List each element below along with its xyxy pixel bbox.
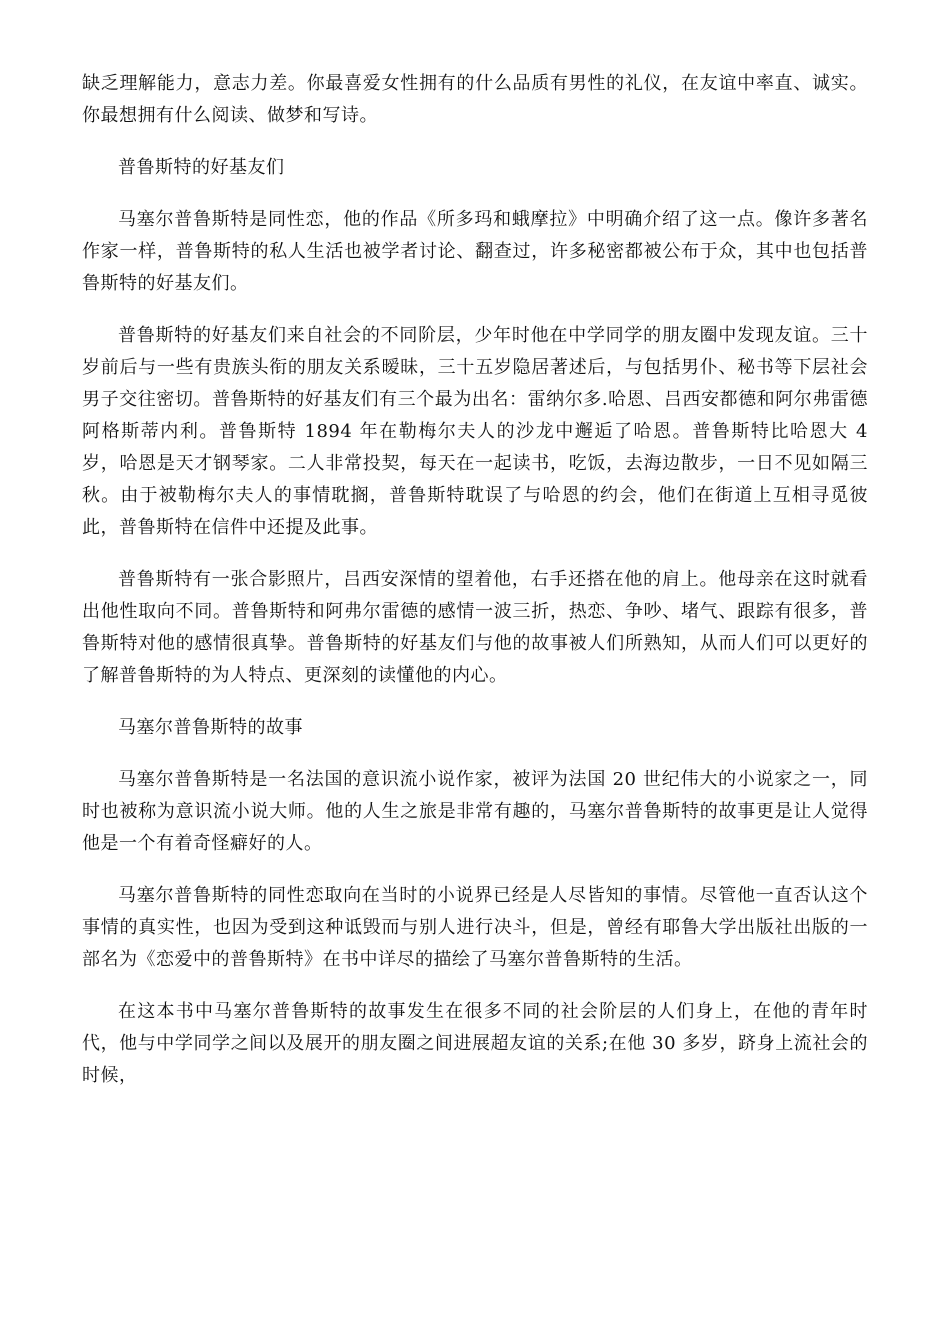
section-heading: 马塞尔普鲁斯特的故事 [118,717,303,738]
section-heading: 普鲁斯特的好基友们 [118,157,285,178]
document-body [82,68,868,1112]
paragraph: 马塞尔普鲁斯特是一名法国的意识流小说作家，被评为法国 20 世纪伟大的小说家之一，同时也被称为意识流小说大师。他的人生之旅是非常有趣的，马塞尔普鲁斯特的故事更是让人觉得他是一个有着奇怪癖好的人。 [82,769,868,854]
paragraph: 在这本书中马塞尔普鲁斯特的故事发生在很多不同的社会阶层的人们身上，在他的青年时代，他与中学同学之间以及展开的朋友圈之间进展超友谊的关系;在他 30 多岁，跻身上流社会的时候， [82,1001,868,1086]
paragraph: 普鲁斯特有一张合影照片，吕西安深情的望着他，右手还搭在他的肩上。他母亲在这时就看出他性取向不同。普鲁斯特和阿弗尔雷德的感情一波三折，热恋、争吵、堵气、跟踪有很多，普鲁斯特对他的感情很真挚。普鲁斯特的好基友们与他的故事被人们所熟知，从而人们可以更好的了解普鲁斯特的为人特点、更深刻的读懂他的内心。 [82,569,868,686]
paragraph: 缺乏理解能力，意志力差。你最喜爱女性拥有的什么品质有男性的礼仪，在友谊中率直、诚实。你最想拥有什么阅读、做梦和写诗。 [82,73,868,126]
paragraph: 马塞尔普鲁斯特是同性恋，他的作品《所多玛和蛾摩拉》中明确介绍了这一点。像许多著名作家一样，普鲁斯特的私人生活也被学者讨论、翻查过，许多秘密都被公布于众，其中也包括普鲁斯特的好基友们。 [82,209,868,294]
paragraph: 马塞尔普鲁斯特的同性恋取向在当时的小说界已经是人尽皆知的事情。尽管他一直否认这个事情的真实性，也因为受到这种诋毁而与别人进行决斗，但是，曾经有耶鲁大学出版社出版的一部名为《恋爱中的普鲁斯特》在书中详尽的描绘了马塞尔普鲁斯特的生活。 [82,885,868,970]
paragraph: 普鲁斯特的好基友们来自社会的不同阶层，少年时他在中学同学的朋友圈中发现友谊。三十岁前后与一些有贵族头衔的朋友关系暧昧，三十五岁隐居著述后，与包括男仆、秘书等下层社会男子交往密切。普鲁斯特的好基友们有三个最为出名：雷纳尔多.哈恩、吕西安都德和阿尔弗雷德阿格斯蒂内利。普鲁斯特 1894 年在勒梅尔夫人的沙龙中邂逅了哈恩。普鲁斯特比哈恩大 4 岁，哈恩是天才钢琴家。二人非常投契，每天在一起读书，吃饭，去海边散步，一日不见如隔三秋。由于被勒梅尔夫人的事情耽搁，普鲁斯特耽误了与哈恩的约会，他们在街道上互相寻觅彼此，普鲁斯特在信件中还提及此事。 [82,325,868,538]
